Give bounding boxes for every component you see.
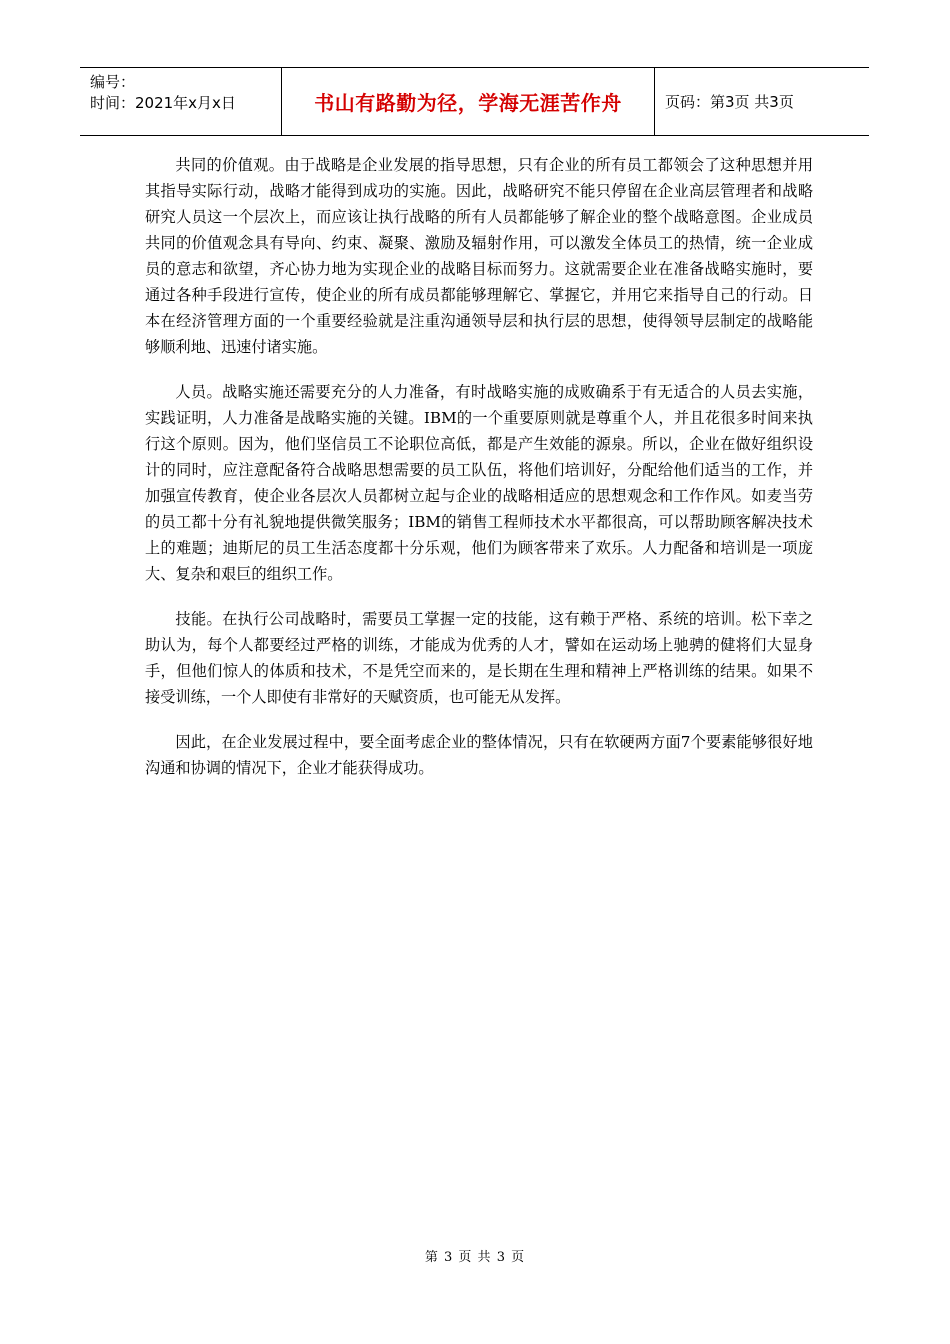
page-header (80, 67, 869, 136)
header-page-cell (655, 68, 869, 135)
page-info: 页码：第3页 共3页 (665, 93, 794, 111)
paragraph-staff: 人员。战略实施还需要充分的人力准备，有时战略实施的成败确系于有无适合的人员去实施，实践证明，人力准备是战略实施的关键。IBM的一个重要原则就是尊重个人，并且花很多时间来执行这个原则。因为，他们坚信员工不论职位高低，都是产生效能的源泉。所以，企业在做好组织设计的同时，应注意配备符合战略思想需要的员工队伍，将他们培训好，分配给他们适当的工作，并加强宣传教育，使企业各层次人员都树立起与企业的战略相适应的思想观念和工作作风。如麦当劳的员工都十分有礼貌地提供微笑服务；IBM的销售工程师技术水平都很高，可以帮助顾客解决技术上的难题；迪斯尼的员工生活态度都十分乐观，他们为顾客带来了欢乐。人力配备和培训是一项庞大、复杂和艰巨的组织工作。 (145, 383, 813, 583)
header-motto-cell (282, 68, 655, 135)
motto-text: 书山有路勤为径，学海无涯苦作舟 (314, 91, 622, 115)
paragraph-shared-values: 共同的价值观。由于战略是企业发展的指导思想，只有企业的所有员工都领会了这种思想并用其指导实际行动，战略才能得到成功的实施。因此，战略研究不能只停留在企业高层管理者和战略研究人员这一个层次上，而应该让执行战略的所有人员都能够了解企业的整个战略意图。企业成员共同的价值观念具有导向、约束、凝聚、激励及辐射作用，可以激发全体员工的热情，统一企业成员的意志和欲望，齐心协力地为实现企业的战略目标而努力。这就需要企业在准备战略实施时，要通过各种手段进行宣传，使企业的所有成员都能够理解它、掌握它，并用它来指导自己的行动。日本在经济管理方面的一个重要经验就是注重沟通领导层和执行层的思想，使得领导层制定的战略能够顺利地、迅速付诸实施。 (145, 156, 813, 356)
paragraph-skills: 技能。在执行公司战略时，需要员工掌握一定的技能，这有赖于严格、系统的培训。松下幸之助认为，每个人都要经过严格的训练，才能成为优秀的人才，譬如在运动场上驰骋的健将们大显身手，但他们惊人的体质和技术，不是凭空而来的，是长期在生理和精神上严格训练的结果。如果不接受训练，一个人即使有非常好的天赋资质，也可能无从发挥。 (145, 610, 813, 706)
footer-page-number: 第 3 页 共 3 页 (424, 1250, 526, 1265)
header-meta-cell (80, 68, 282, 135)
document-body (145, 152, 813, 800)
time-label: 时间：2021年x月x日 (90, 94, 236, 112)
paragraph-conclusion: 因此，在企业发展过程中，要全面考虑企业的整体情况，只有在软硬两方面7个要素能够很好地沟通和协调的情况下，企业才能获得成功。 (145, 733, 813, 777)
doc-number-label: 编号： (90, 73, 136, 91)
page-footer (0, 1246, 950, 1265)
